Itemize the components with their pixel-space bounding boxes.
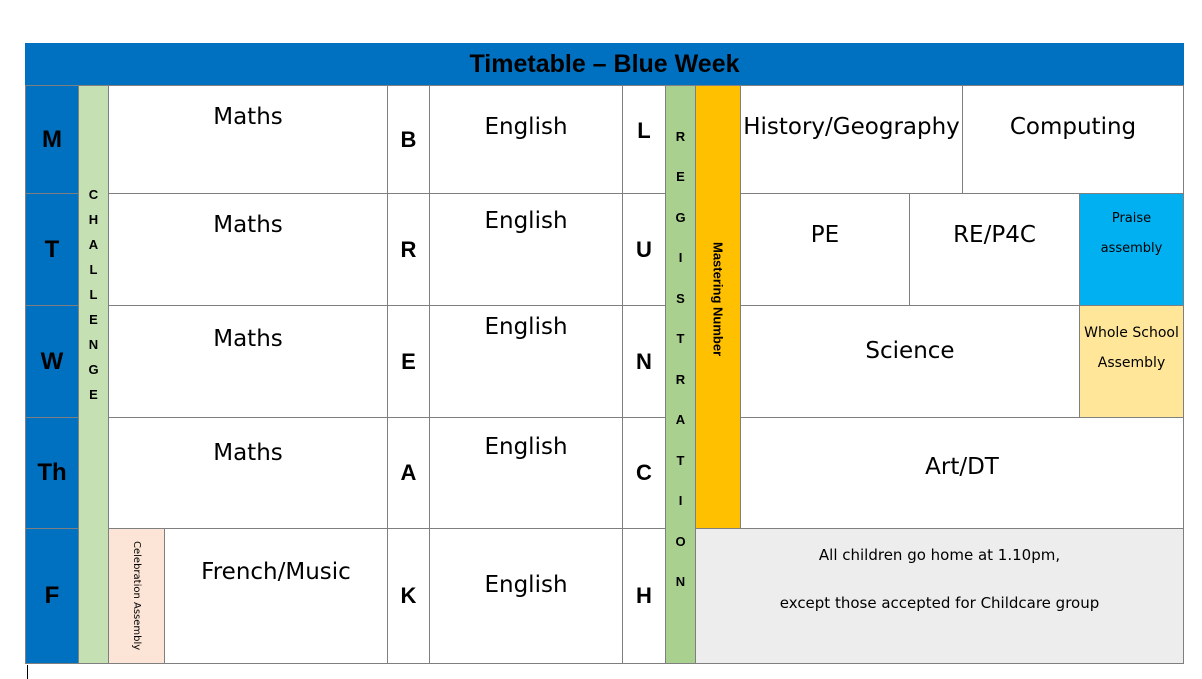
english-friday: English: [429, 528, 623, 664]
maths-tuesday: Maths: [108, 193, 388, 306]
english-monday: English: [429, 85, 623, 194]
page-title: Timetable – Blue Week: [469, 49, 740, 78]
break-letter-e: E: [387, 305, 430, 418]
pe-tuesday: PE: [740, 193, 910, 306]
french-music-friday: French/Music: [164, 528, 388, 664]
lunch-letter-c: C: [622, 417, 666, 529]
lunch-letter-l: L: [622, 85, 666, 194]
lunch-letter-n: N: [622, 305, 666, 418]
whole-school-assembly-wednesday: Whole School Assembly: [1079, 305, 1184, 418]
maths-thursday: Maths: [108, 417, 388, 529]
home-time-notice-friday: All children go home at 1.10pm, except those accepted for Childcare group: [695, 528, 1184, 664]
break-letter-a: A: [387, 417, 430, 529]
timetable-title-bar: [25, 43, 1184, 85]
registration-column: R E G I S T R A T I O N: [665, 85, 696, 664]
lunch-letter-h: H: [622, 528, 666, 664]
celebration-assembly: Celebration Assembly: [108, 528, 165, 664]
computing-monday: Computing: [962, 85, 1184, 194]
art-dt-thursday: Art/DT: [740, 417, 1184, 529]
day-monday: M: [25, 85, 79, 194]
day-tuesday: T: [25, 193, 79, 306]
break-letter-r: R: [387, 193, 430, 306]
day-thursday: Th: [25, 417, 79, 529]
english-tuesday: English: [429, 193, 623, 306]
english-wednesday: English: [429, 305, 623, 418]
maths-monday: Maths: [108, 85, 388, 194]
break-letter-b: B: [387, 85, 430, 194]
re-p4c-tuesday: RE/P4C: [909, 193, 1080, 306]
history-geography-monday: History/Geography: [740, 85, 963, 194]
lunch-letter-u: U: [622, 193, 666, 306]
maths-wednesday: Maths: [108, 305, 388, 418]
day-friday: F: [25, 528, 79, 664]
break-letter-k: K: [387, 528, 430, 664]
english-thursday: English: [429, 417, 623, 529]
science-wednesday: Science: [740, 305, 1080, 418]
text-cursor: [27, 665, 28, 679]
challenge-column: C H A L L E N G E: [78, 85, 109, 664]
mastering-number-column: Mastering Number: [695, 85, 741, 529]
praise-assembly-tuesday: Praise assembly: [1079, 193, 1184, 306]
day-wednesday: W: [25, 305, 79, 418]
